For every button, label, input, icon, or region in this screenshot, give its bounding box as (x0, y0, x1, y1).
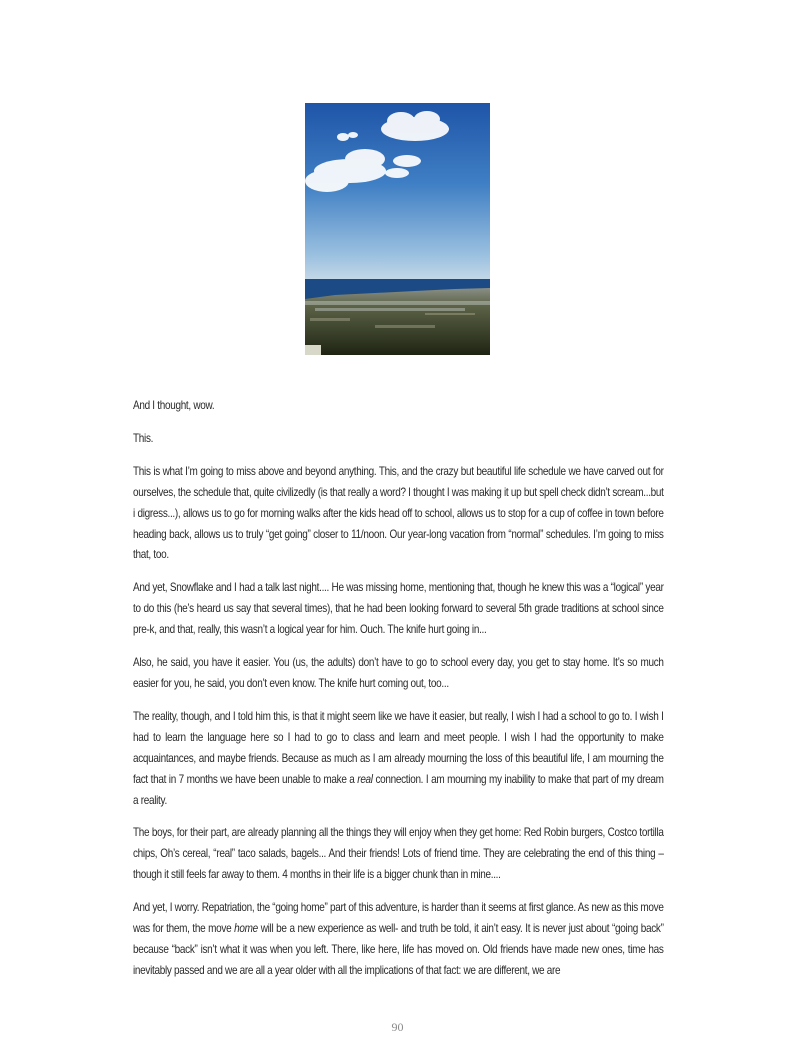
paragraph: The boys, for their part, are already planning all the things they will enjoy when they get home: Red Robin burgers, Costco tortilla chips, Oh’s cereal, “real” taco salads, bagels... And their friends! Lots of friend time. They are celebrating the end of this thing – though it still feels far away to them. 4 months in their life is a bigger chunk than in mine.... (133, 826, 664, 882)
paragraph (133, 707, 664, 812)
emphasis-text: home (234, 922, 258, 936)
paragraph: This is what I’m going to miss above and beyond anything. This, and the crazy but beautiful life schedule we have carved out for ourselves, the schedule that, quite civilizedly (is that really a word? I thought I was making it up but spell check didn’t scream...but i digress...), allows us to go for morning walks after the kids head off to school, allows us to stop for a cup of coffee in town before heading back, allows us to truly “get going” closer to 11/noon. Our year-long vacation from “normal” schedules. I’m going to miss that, too. (133, 464, 664, 562)
page-number: 90 (391, 1020, 404, 1034)
paragraph (133, 898, 664, 982)
paragraph: This. (133, 431, 154, 445)
article-body (133, 396, 664, 994)
paragraph: And yet, Snowflake and I had a talk last night.... He was missing home, mentioning that, though he knew this was a “logical” year to do this (he’s heard us say that several times), that he had been looking forward to several 5th grade traditions at school since pre-k, and that, really, this wasn’t a logical year for him. Ouch. The knife hurt going in... (133, 581, 664, 637)
paragraph-text: The reality, though, and I told him this, is that it might seem like we have it easier, but really, I wish I had a school to go to. I wish I had to learn the language here so I had to go to class and learn and meet people. I wish I had the opportunity to make acquaintances, and maybe friends. Because as much as I am already mourning the loss of this beautiful life, I am mourning the fact that in 7 months we have been unable to make a (133, 709, 664, 786)
paragraph: Also, he said, you have it easier. You (us, the adults) don’t have to go to school every day, you get to stay home. It’s so much easier for you, he said, you don’t even know. The knife hurt coming out, too... (133, 656, 664, 690)
coastal-landscape-photo (305, 103, 490, 355)
paragraph: And I thought, wow. (133, 399, 215, 412)
paragraph-text: will be a new experience as well- and truth be told, it ain’t easy. It is never just about “going back” because “back” isn’t what it was when you left. There, like here, life has moved on. Old friends have made new ones, time has inevitably passed and we are all a year older with all the implications of that fact: we are different, we are (133, 922, 664, 977)
emphasis-text: real (357, 772, 373, 786)
paragraph-text: connection. I am mourning my inability to make that part of my dream a reality. (133, 772, 664, 807)
paragraph-text: And yet, I worry. Repatriation, the “going home” part of this adventure, is harder than it seems at first glance. As new as this move was for them, the move (133, 901, 664, 936)
